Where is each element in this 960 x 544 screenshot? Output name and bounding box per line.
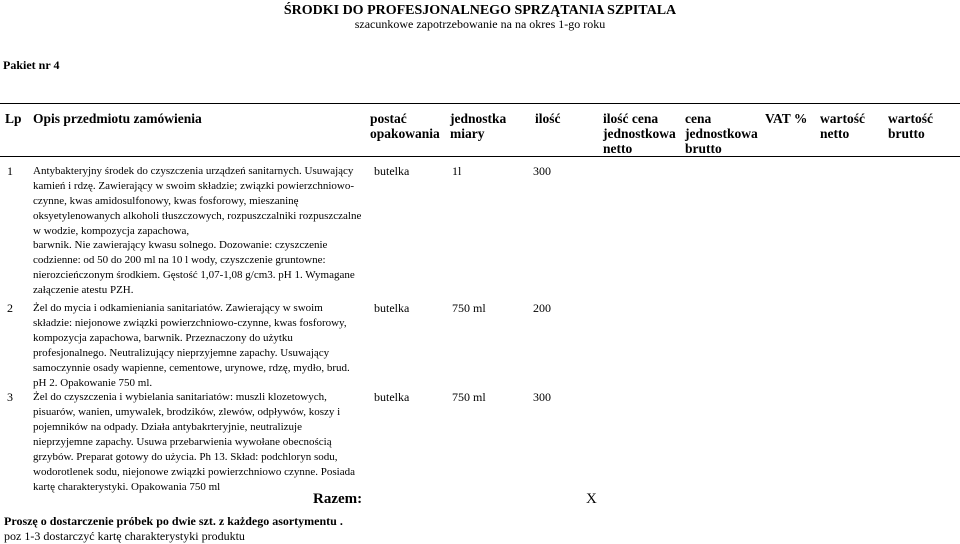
header-wartosc-brutto: wartość brutto xyxy=(888,111,933,141)
package-number: Pakiet nr 4 xyxy=(3,58,60,72)
row1-postac: butelka xyxy=(374,164,410,178)
header-opis: Opis przedmiotu zamówienia xyxy=(33,111,202,126)
row1-description: Antybakteryjny środek do czyszczenia urządzeń sanitarnych. Usuwający kamień i rdzę. Zawierający w swoim składzie; związki powierzchniowo-czynne, kwas amidosulfonowy, kwas fosforowy, mieszaninę oksyetylenowanych alkoholi tłuszczowych, rozpuszczalniki rozpuszczalne w wodzie, kompozycja zapachowa, xyxy=(33,165,362,237)
row2-jednostka: 750 ml xyxy=(452,301,486,315)
row3-description: Żel do czyszczenia i wybielania sanitariatów: muszli klozetowych, pisuarów, wanien, umywalek, brodzików, zlewów, odpływów, koszy i pojemników na odpady. Działa antybakrteryjnie, neutralizuje nieprzyjemne zapachy. Usuwa przebarwienia wywołane obecnością grzybów. Preparat gotowy do użycia. Ph 13. Skład: podchloryn sodu, wodorotlenek sodu, niejonowe związki powierzchniowo czynne. Posiada kartę charakterystyki. Opakowania 750 ml xyxy=(33,391,355,493)
row1-lp: 1 xyxy=(7,164,13,178)
header-cena-brutto: cena jednostkowa brutto xyxy=(685,111,758,156)
total-x-mark: X xyxy=(586,491,597,507)
row1-description-continued: barwnik. Nie zawierający kwasu solnego. Dozowanie: czyszczenie codzienne: od 50 do 200 ml na 10 l wody, czyszczenie gruntowne: nierozcieńczonym środkiem. Gęstość 1,07-1,08 g/cm3. pH 1. Wymagane załączenie atestu PZH. xyxy=(33,239,355,296)
row2-ilosc: 200 xyxy=(533,301,551,315)
header-bottom-rule xyxy=(0,156,960,157)
row2-postac: butelka xyxy=(374,301,410,315)
row1-jednostka: 1l xyxy=(452,164,462,178)
header-postac: postać opakowania xyxy=(370,111,440,141)
document-title: ŚRODKI DO PROFESJONALNEGO SPRZĄTANIA SZPITALA xyxy=(283,3,677,18)
row3-lp: 3 xyxy=(7,390,13,404)
header-ilosc: ilość xyxy=(535,111,561,126)
row3-ilosc: 300 xyxy=(533,390,551,404)
header-vat: VAT % xyxy=(765,111,808,126)
document-subtitle: szacunkowe zapotrzebowanie na na okres 1-go roku xyxy=(354,17,606,31)
footer-note-samples: Proszę o dostarczenie próbek po dwie szt. z każdego asortymentu . xyxy=(4,514,343,528)
row3-jednostka: 750 ml xyxy=(452,390,486,404)
total-label: Razem: xyxy=(313,491,363,507)
footer-note-cards: poz 1-3 dostarczyć kartę charakterystyki produktu xyxy=(4,529,245,543)
row1-ilosc: 300 xyxy=(533,164,551,178)
header-lp: Lp xyxy=(5,111,22,126)
row3-postac: butelka xyxy=(374,390,410,404)
row2-lp: 2 xyxy=(7,301,13,315)
table-top-rule xyxy=(0,103,960,104)
row2-description: Żel do mycia i odkamieniania sanitariatów. Zawierający w swoim składzie: niejonowe związki powierzchniowo-czynne, kwas fosforowy, kompozycja zapachowa, barwnik. Przeznaczony do użytku profesjonalnego. Neutralizujący nieprzyjemne zapachy. Usuwający samoczynnie osady wapienne, cementowe, urynowe, rdzę, mydło, brud. pH 2. Opakowanie 750 ml. xyxy=(33,302,350,389)
header-cena-netto: ilość cena jednostkowa netto xyxy=(603,111,676,156)
header-wartosc-netto: wartość netto xyxy=(820,111,865,141)
header-jednostka: jednostka miary xyxy=(450,111,507,141)
